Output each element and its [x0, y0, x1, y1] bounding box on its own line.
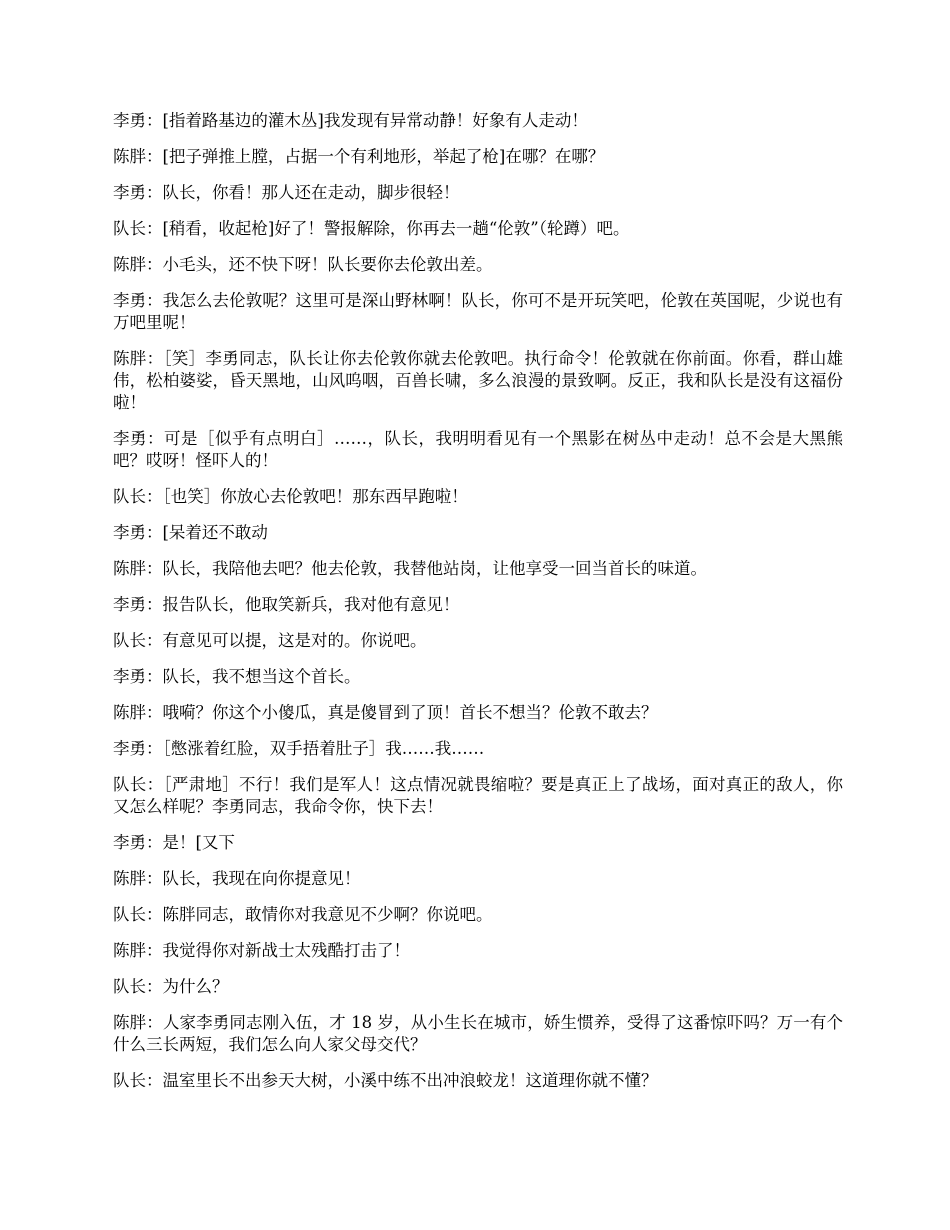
speech-text: 小毛头，还不快下呀！队长要你去伦敦出差。	[162, 255, 493, 274]
speaker-name: 李勇：	[113, 183, 163, 202]
speech-text: [稍看，收起枪]好了！警报解除，你再去一趟“伦敦”（轮蹲）吧。	[162, 219, 630, 238]
dialogue-line	[113, 218, 843, 240]
speaker-name: 陈胖：	[113, 255, 163, 274]
speaker-name: 李勇：	[113, 833, 163, 852]
dialogue-line	[113, 110, 843, 132]
speech-text: 队长，我不想当这个首长。	[162, 667, 361, 686]
speech-text: 可是［似乎有点明白］……，队长，我明明看见有一个黑影在树丛中走动！总不会是大黑熊吧？哎呀！怪吓人的！	[113, 429, 843, 470]
speech-text: 队长，我陪他去吧？他去伦敦，我替他站岗，让他享受一回当首长的味道。	[162, 559, 707, 578]
speaker-name: 陈胖：	[113, 869, 163, 888]
speaker-name: 陈胖：	[113, 1013, 163, 1032]
dialogue-line	[113, 558, 843, 580]
dialogue-line	[113, 1012, 843, 1056]
dialogue-line	[113, 868, 843, 890]
dialogue-line	[113, 702, 843, 724]
dialogue-line	[113, 348, 843, 414]
speaker-name: 队长：	[113, 631, 163, 650]
speech-text: [把子弹推上膛，占据一个有利地形，举起了枪]在哪？在哪？	[162, 147, 605, 166]
dialogue-line	[113, 522, 843, 544]
speech-text: 人家李勇同志刚入伍，才 18 岁，从小生长在城市，娇生惯养，受得了这番惊吓吗？万一有个什么三长两短，我们怎么向人家父母交代？	[113, 1013, 843, 1054]
speaker-name: 李勇：	[113, 739, 163, 758]
speaker-name: 陈胖：	[113, 559, 163, 578]
dialogue-line	[113, 738, 843, 760]
dialogue-line	[113, 1070, 843, 1092]
speaker-name: 队长：	[113, 905, 163, 924]
dialogue-line	[113, 594, 843, 616]
speech-text: 陈胖同志，敢情你对我意见不少啊？你说吧。	[162, 905, 493, 924]
speech-text: 我觉得你对新战士太残酷打击了！	[162, 941, 410, 960]
speech-text: 队长，你看！那人还在走动，脚步很轻！	[162, 183, 460, 202]
speaker-name: 李勇：	[113, 291, 163, 310]
speaker-name: 队长：	[113, 1071, 163, 1090]
speech-text: 温室里长不出参天大树，小溪中练不出冲浪蛟龙！这道理你就不懂？	[162, 1071, 658, 1090]
speech-text: ［憋涨着红脸，双手捂着肚子］我……我……	[162, 739, 485, 758]
speech-text: 为什么？	[162, 977, 229, 996]
dialogue-line	[113, 290, 843, 334]
speaker-name: 李勇：	[113, 667, 163, 686]
speaker-name: 队长：	[113, 977, 163, 996]
speech-text: ［严肃地］不行！我们是军人！这点情况就畏缩啦？要是真正上了战场，面对真正的敌人，你又怎么样呢？李勇同志，我命令你，快下去！	[113, 775, 844, 816]
speech-text: 有意见可以提，这是对的。你说吧。	[162, 631, 427, 650]
speech-text: 是！[又下	[162, 833, 235, 852]
speaker-name: 陈胖：	[113, 703, 163, 722]
dialogue-line	[113, 486, 843, 508]
speech-text: 队长，我现在向你提意见！	[162, 869, 361, 888]
speaker-name: 李勇：	[113, 595, 163, 614]
speaker-name: 队长：	[113, 487, 163, 506]
dialogue-line	[113, 428, 843, 472]
speech-text: [呆着还不敢动	[162, 523, 268, 542]
speech-text: 报告队长，他取笑新兵，我对他有意见！	[162, 595, 460, 614]
dialogue-line	[113, 182, 843, 204]
dialogue-line	[113, 254, 843, 276]
speaker-name: 陈胖：	[113, 349, 164, 368]
dialogue-line	[113, 940, 843, 962]
speaker-name: 队长：	[113, 219, 163, 238]
dialogue-line	[113, 666, 843, 688]
speech-text: 哦嗬？你这个小傻瓜，真是傻冒到了顶！首长不想当？伦敦不敢去？	[162, 703, 658, 722]
speaker-name: 李勇：	[113, 111, 163, 130]
speaker-name: 队长：	[113, 775, 164, 794]
speech-text: 我怎么去伦敦呢？这里可是深山野林啊！队长，你可不是开玩笑吧，伦敦在英国呢，少说也有万吧里呢！	[113, 291, 844, 332]
speaker-name: 陈胖：	[113, 147, 163, 166]
speaker-name: 陈胖：	[113, 941, 163, 960]
dialogue-line	[113, 774, 843, 818]
dialogue-line	[113, 630, 843, 652]
speech-text: ［也笑］你放心去伦敦吧！那东西早跑啦！	[162, 487, 468, 506]
dialogue-line	[113, 146, 843, 168]
speech-text: [指着路基边的灌木丛]我发现有异常动静！好象有人走动！	[162, 111, 588, 130]
speaker-name: 李勇：	[113, 429, 164, 448]
speech-text: ［笑］李勇同志，队长让你去伦敦你就去伦敦吧。执行命令！伦敦就在你前面。你看，群山雄伟，松柏婆娑，昏天黑地，山风呜咽，百兽长啸，多么浪漫的景致啊。反正，我和队长是没有这福份啦！	[113, 349, 844, 412]
speaker-name: 李勇：	[113, 523, 163, 542]
dialogue-body	[113, 110, 843, 1106]
dialogue-line	[113, 904, 843, 926]
dialogue-line	[113, 976, 843, 998]
dialogue-line	[113, 832, 843, 854]
